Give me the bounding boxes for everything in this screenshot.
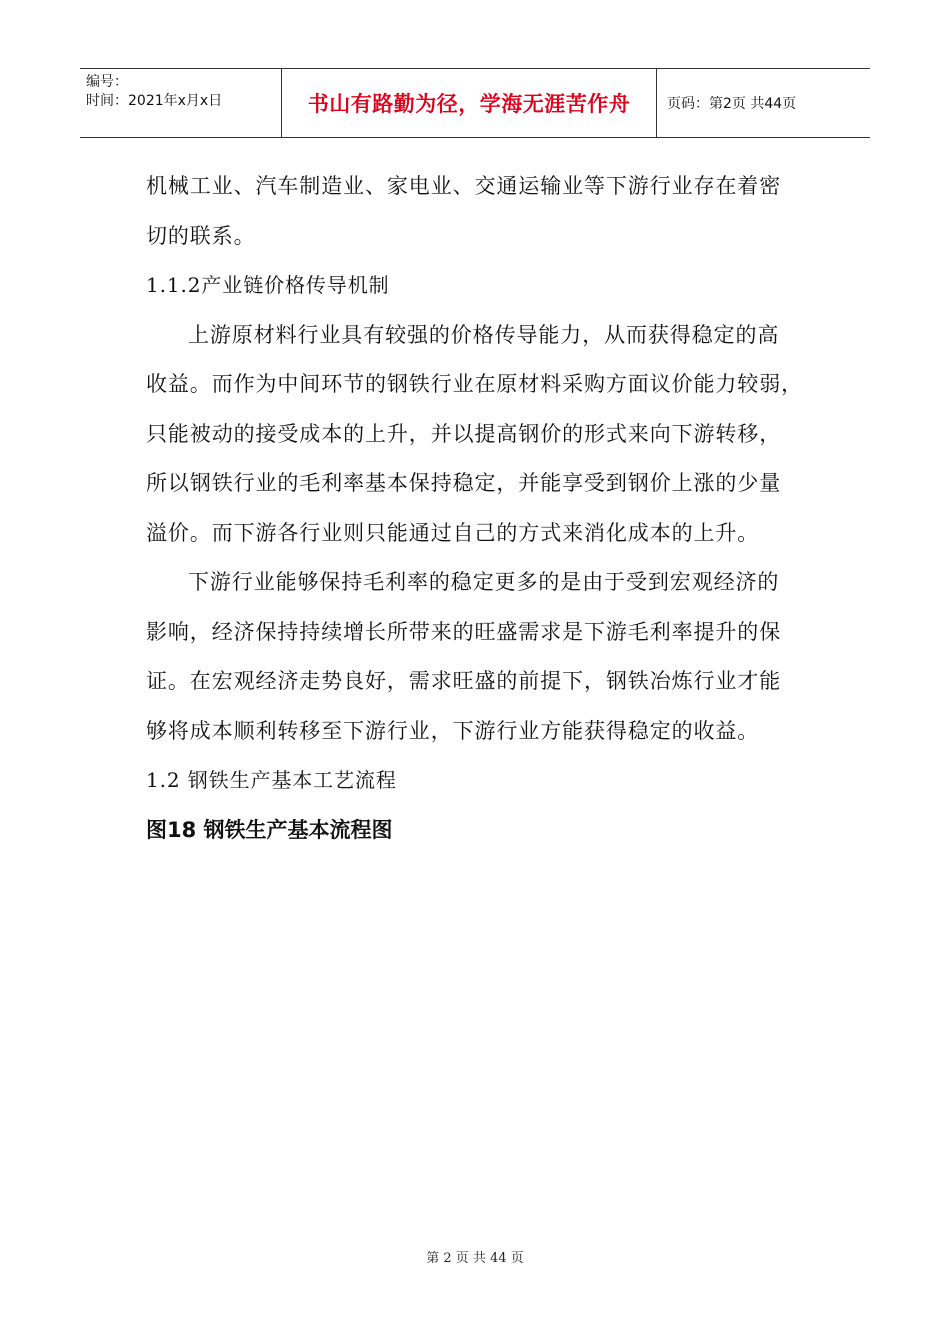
- section-heading: 1.2 钢铁生产基本工艺流程: [146, 768, 397, 792]
- document-date: 时间：2021年x月x日: [86, 93, 223, 109]
- text-line: 收益。而作为中间环节的钢铁行业在原材料采购方面议价能力较弱，: [146, 372, 803, 396]
- text-line: 机械工业、汽车制造业、家电业、交通运输业等下游行业存在着密: [146, 174, 782, 198]
- page-header: [80, 68, 870, 138]
- text-line: 影响，经济保持持续增长所带来的旺盛需求是下游毛利率提升的保: [146, 619, 782, 644]
- document-body: [146, 162, 811, 855]
- header-page-info: 页码：第2页 共44页: [667, 96, 797, 112]
- text-line: 够将成本顺利转移至下游行业，下游行业方能获得稳定的收益。: [146, 718, 760, 743]
- text-line: 溢价。而下游各行业则只能通过自己的方式来消化成本的上升。: [146, 520, 760, 545]
- text-line: 切的联系。: [146, 223, 256, 248]
- header-meta: [80, 69, 282, 137]
- paragraph-price-transmission: [146, 311, 811, 559]
- text-line: 只能被动的接受成本的上升，并以提高钢价的形式来向下游转移，: [146, 421, 782, 446]
- text-line: 上游原材料行业具有较强的价格传导能力，从而获得稳定的高: [188, 322, 780, 347]
- section-heading: 1.1.2产业链价格传导机制: [146, 273, 390, 297]
- text-line: 证。在宏观经济走势良好，需求旺盛的前提下，钢铁冶炼行业才能: [146, 669, 782, 693]
- paragraph-downstream-margin: [146, 558, 811, 756]
- figure-title: 图18 钢铁生产基本流程图: [146, 817, 393, 842]
- page-footer: 第 2 页 共 44 页: [426, 1251, 524, 1266]
- text-line: 所以钢铁行业的毛利率基本保持稳定，并能享受到钢价上涨的少量: [146, 471, 782, 495]
- text-line: 下游行业能够保持毛利率的稳定更多的是由于受到宏观经济的: [188, 570, 780, 594]
- header-motto: 书山有路勤为径，学海无涯苦作舟: [282, 69, 657, 137]
- document-number-label: 编号：: [86, 74, 128, 90]
